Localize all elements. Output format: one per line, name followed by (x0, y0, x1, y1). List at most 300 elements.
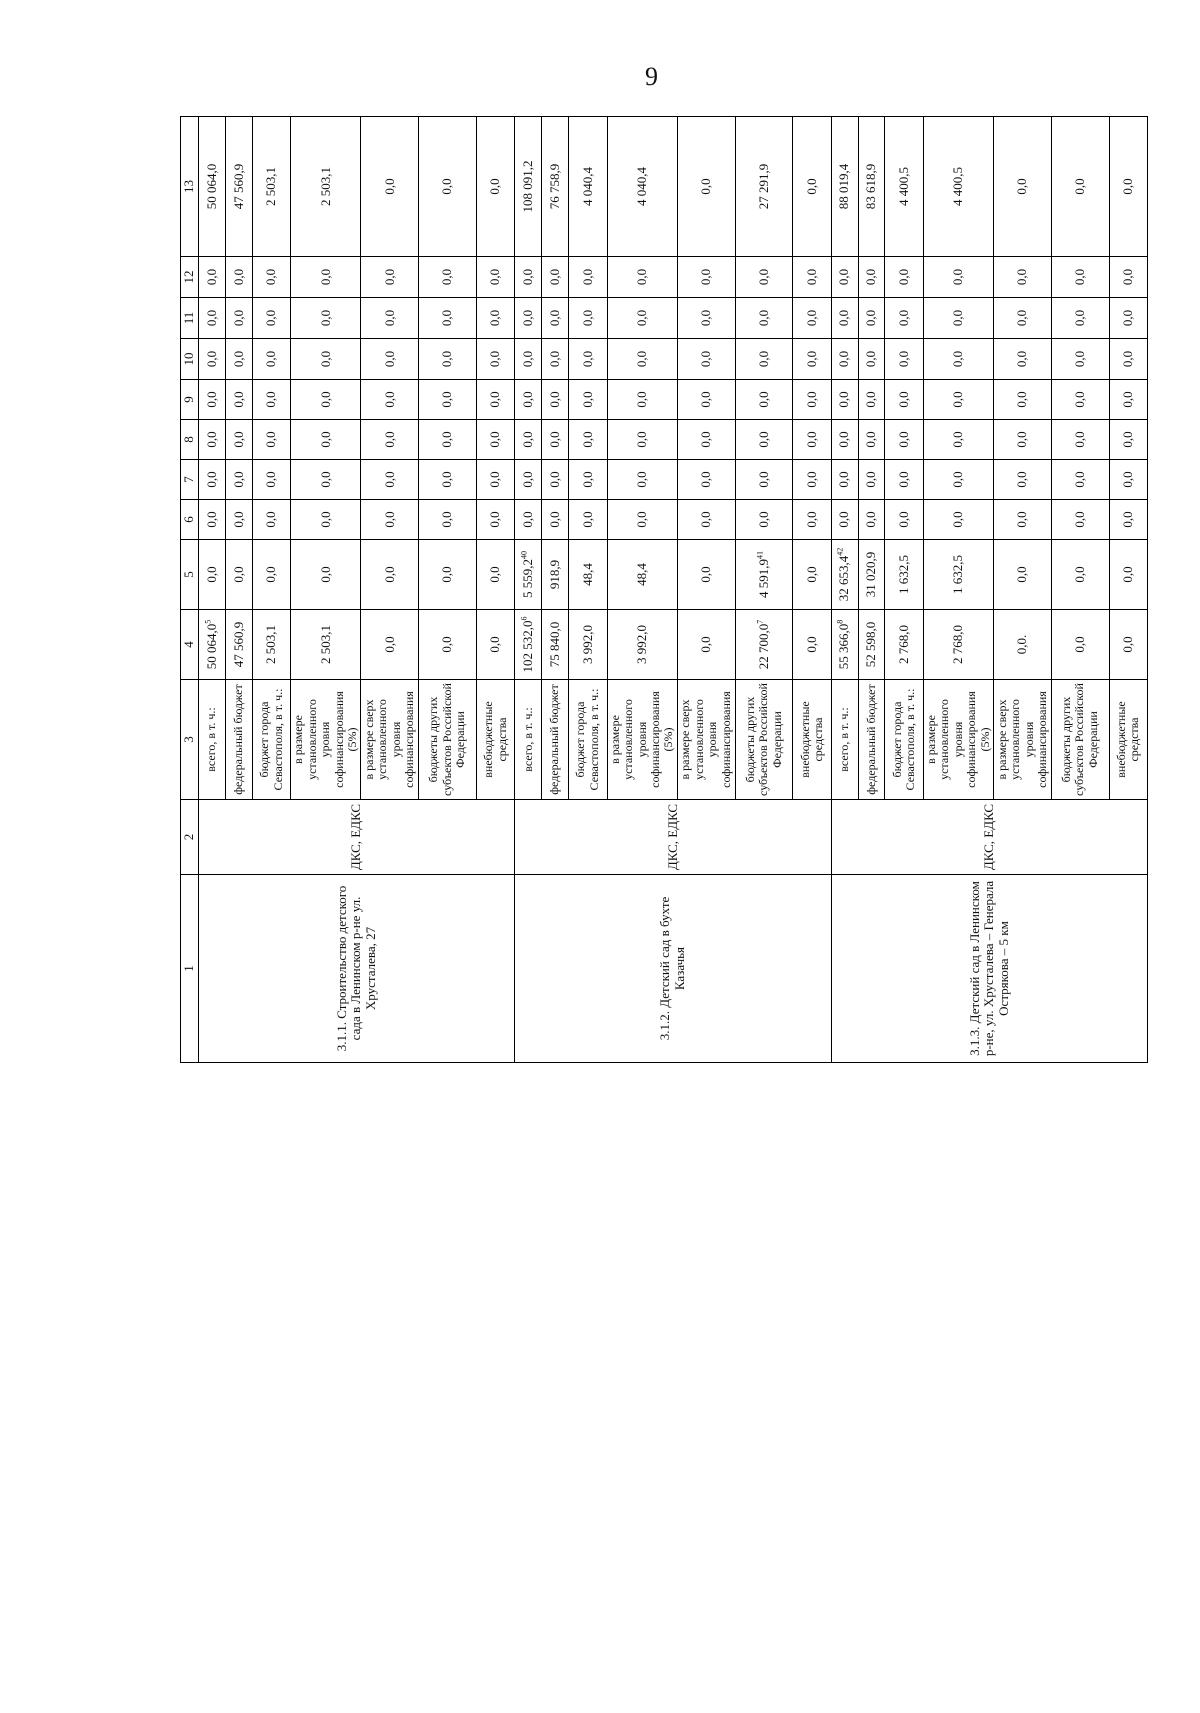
value-col-12: 0,0 (858, 257, 885, 298)
value-col-4 (923, 610, 993, 680)
value-col-7: 0,0 (361, 460, 419, 500)
value-col-12: 0,0 (923, 257, 993, 298)
value-total: 2 503,1 (252, 117, 291, 257)
value-col-11: 0,0 (542, 298, 569, 339)
value: 2 503,1 (317, 625, 333, 664)
value-col-4 (793, 610, 832, 680)
value-col-11: 0,0 (923, 298, 993, 339)
value: 0,0 (439, 636, 455, 653)
value: 102 532,0 (520, 620, 536, 673)
value-col-7: 0,0 (225, 460, 252, 500)
footnote-ref: 6 (519, 616, 529, 621)
value-col-6: 0,0 (858, 500, 885, 540)
value-col-8: 0,0 (476, 420, 515, 460)
value-col-8: 0,0 (793, 420, 832, 460)
value-col-6: 0,0 (735, 500, 793, 540)
value: 0,0 (803, 566, 819, 583)
value-col-11: 0,0 (291, 298, 361, 339)
value-col-8: 0,0 (542, 420, 569, 460)
value-total: 76 758,9 (542, 117, 569, 257)
value-col-11: 0,0 (419, 298, 477, 339)
value: 0,0. (1014, 634, 1030, 655)
funding-source: всего, в т. ч.: (831, 680, 858, 800)
value: 32 653,4 (836, 555, 852, 602)
footnote-ref: 41 (755, 551, 765, 559)
value-col-9: 0,0 (569, 380, 608, 420)
funding-source: в размере установленного уровня софинансирования (5%) (291, 680, 361, 800)
value-col-5 (199, 540, 226, 610)
value: 5 559,2 (520, 559, 536, 598)
value: 47 560,9 (230, 621, 246, 668)
column-number: 7 (181, 460, 199, 500)
budget-table (180, 116, 1148, 1063)
value-col-5 (885, 540, 924, 610)
value-col-5 (476, 540, 515, 610)
value: 4 591,9 (755, 559, 771, 598)
value-col-6: 0,0 (831, 500, 858, 540)
value-col-7: 0,0 (923, 460, 993, 500)
value-col-7: 0,0 (793, 460, 832, 500)
funding-source: федеральный бюджет (542, 680, 569, 800)
footnote-ref: 42 (836, 547, 846, 556)
value-col-10: 0,0 (994, 339, 1052, 380)
value-col-11: 0,0 (831, 298, 858, 339)
value-col-6: 0,0 (1109, 500, 1148, 540)
value: 3 992,0 (579, 625, 595, 664)
column-number: 3 (181, 680, 199, 800)
value-col-11: 0,0 (1109, 298, 1148, 339)
value: 52 598,0 (863, 621, 879, 668)
value-col-12: 0,0 (225, 257, 252, 298)
value-col-12: 0,0 (291, 257, 361, 298)
funding-source: внебюджетные средства (476, 680, 515, 800)
value-col-9: 0,0 (1051, 380, 1109, 420)
value-total: 50 064,0 (199, 117, 226, 257)
value-col-8: 0,0 (735, 420, 793, 460)
value-col-10: 0,0 (569, 339, 608, 380)
value-col-7: 0,0 (252, 460, 291, 500)
column-number: 8 (181, 420, 199, 460)
value-col-10: 0,0 (476, 339, 515, 380)
value-col-10: 0,0 (1109, 339, 1148, 380)
value-col-10: 0,0 (735, 339, 793, 380)
value-col-9: 0,0 (252, 380, 291, 420)
value-col-12: 0,0 (831, 257, 858, 298)
value-col-7: 0,0 (831, 460, 858, 500)
table-row (831, 117, 858, 1063)
value-col-5 (569, 540, 608, 610)
value-col-5 (225, 540, 252, 610)
value-col-8: 0,0 (607, 420, 677, 460)
value-col-5 (923, 540, 993, 610)
value: 2 503,1 (263, 625, 279, 664)
executor: ДКС, ЕДКС (515, 800, 831, 875)
value-col-4 (858, 610, 885, 680)
funding-source: федеральный бюджет (225, 680, 252, 800)
funding-source: в размере сверх установленного уровня софинансирования (994, 680, 1052, 800)
value: 31 020,9 (863, 551, 879, 598)
value-col-9: 0,0 (515, 380, 542, 420)
value-col-11: 0,0 (735, 298, 793, 339)
value: 0,0 (697, 566, 713, 583)
value-col-7: 0,0 (994, 460, 1052, 500)
value-col-5 (735, 540, 793, 610)
value: 918,9 (546, 559, 562, 590)
value: 48,4 (579, 563, 595, 586)
value-col-10: 0,0 (361, 339, 419, 380)
value-col-5 (1109, 540, 1148, 610)
value-col-5 (419, 540, 477, 610)
value-col-9: 0,0 (923, 380, 993, 420)
value: 0,0 (381, 566, 397, 583)
value-total: 2 503,1 (291, 117, 361, 257)
value-col-7: 0,0 (677, 460, 735, 500)
value: 0,0 (381, 636, 397, 653)
value-col-10: 0,0 (291, 339, 361, 380)
value-total: 0,0 (793, 117, 832, 257)
value-col-10: 0,0 (419, 339, 477, 380)
value-col-9: 0,0 (542, 380, 569, 420)
value-col-5 (831, 540, 858, 610)
value-col-12: 0,0 (361, 257, 419, 298)
value-col-4 (515, 610, 542, 680)
value-col-5 (793, 540, 832, 610)
value: 0,0 (230, 566, 246, 583)
value-col-10: 0,0 (515, 339, 542, 380)
table-row (199, 117, 226, 1063)
value-col-4 (994, 610, 1052, 680)
value-total: 4 400,5 (923, 117, 993, 257)
value-col-4 (476, 610, 515, 680)
value-col-10: 0,0 (885, 339, 924, 380)
value-col-6: 0,0 (476, 500, 515, 540)
value-col-8: 0,0 (885, 420, 924, 460)
value: 0,0 (1120, 566, 1135, 583)
funding-source: в размере установленного уровня софинансирования (5%) (923, 680, 993, 800)
value-col-5 (1051, 540, 1109, 610)
executor: ДКС, ЕДКС (199, 800, 515, 875)
value-col-7: 0,0 (542, 460, 569, 500)
value-col-6: 0,0 (569, 500, 608, 540)
value: 0,0 (317, 566, 333, 583)
value-col-5 (515, 540, 542, 610)
value-col-9: 0,0 (994, 380, 1052, 420)
value-total: 0,0 (1051, 117, 1109, 257)
value-col-9: 0,0 (291, 380, 361, 420)
value: 22 700,0 (755, 623, 771, 670)
value: 55 366,0 (836, 623, 852, 670)
value-col-5 (677, 540, 735, 610)
footnote-ref: 8 (836, 619, 846, 624)
value-col-12: 0,0 (515, 257, 542, 298)
value-col-12: 0,0 (252, 257, 291, 298)
value-col-12: 0,0 (1051, 257, 1109, 298)
value: 75 840,0 (546, 621, 562, 668)
funding-source: бюджеты других субъектов Российской Федерации (419, 680, 477, 800)
column-number: 5 (181, 540, 199, 610)
value-col-11: 0,0 (1051, 298, 1109, 339)
value-total: 4 040,4 (569, 117, 608, 257)
value-col-6: 0,0 (291, 500, 361, 540)
value-col-7: 0,0 (858, 460, 885, 500)
table-row (515, 117, 542, 1063)
value-total: 108 091,2 (515, 117, 542, 257)
value-total: 0,0 (419, 117, 477, 257)
value-col-10: 0,0 (199, 339, 226, 380)
funding-source: всего, в т. ч.: (199, 680, 226, 800)
value-col-8: 0,0 (515, 420, 542, 460)
value: 0,0 (1120, 636, 1135, 653)
funding-source: в размере сверх установленного уровня софинансирования (361, 680, 419, 800)
value-col-6: 0,0 (542, 500, 569, 540)
value-col-4 (252, 610, 291, 680)
value-col-7: 0,0 (1051, 460, 1109, 500)
value-col-10: 0,0 (225, 339, 252, 380)
value-col-5 (542, 540, 569, 610)
value-col-11: 0,0 (199, 298, 226, 339)
value-col-9: 0,0 (735, 380, 793, 420)
funding-source: бюджеты других субъектов Российской Федерации (735, 680, 793, 800)
executor: ДКС, ЕДКС (831, 800, 1147, 875)
value-col-10: 0,0 (542, 339, 569, 380)
value-col-12: 0,0 (542, 257, 569, 298)
value-col-10: 0,0 (607, 339, 677, 380)
value-col-4 (831, 610, 858, 680)
value-col-8: 0,0 (923, 420, 993, 460)
value: 0,0 (487, 566, 503, 583)
value-col-9: 0,0 (858, 380, 885, 420)
column-number: 11 (181, 298, 199, 339)
value-total: 0,0 (994, 117, 1052, 257)
value-col-7: 0,0 (291, 460, 361, 500)
value-col-7: 0,0 (199, 460, 226, 500)
value-col-5 (291, 540, 361, 610)
value-col-10: 0,0 (858, 339, 885, 380)
value-col-6: 0,0 (419, 500, 477, 540)
value-col-12: 0,0 (476, 257, 515, 298)
value-col-5 (252, 540, 291, 610)
value: 48,4 (633, 563, 649, 586)
value-col-10: 0,0 (923, 339, 993, 380)
funding-source: всего, в т. ч.: (515, 680, 542, 800)
value-col-7: 0,0 (607, 460, 677, 500)
value-col-11: 0,0 (225, 298, 252, 339)
value-col-12: 0,0 (199, 257, 226, 298)
value-col-12: 0,0 (569, 257, 608, 298)
value: 3 992,0 (633, 625, 649, 664)
value-total: 0,0 (1109, 117, 1148, 257)
value-col-8: 0,0 (994, 420, 1052, 460)
value: 1 632,5 (895, 555, 911, 594)
value-col-9: 0,0 (831, 380, 858, 420)
value-col-11: 0,0 (994, 298, 1052, 339)
value-col-5 (994, 540, 1052, 610)
value-col-4 (542, 610, 569, 680)
value-col-12: 0,0 (885, 257, 924, 298)
value-col-4 (607, 610, 677, 680)
value-col-9: 0,0 (607, 380, 677, 420)
value-total: 0,0 (677, 117, 735, 257)
value-col-6: 0,0 (1051, 500, 1109, 540)
value-col-4 (1109, 610, 1148, 680)
value-col-8: 0,0 (1051, 420, 1109, 460)
value: 0,0 (203, 566, 219, 583)
value-col-12: 0,0 (994, 257, 1052, 298)
funding-source: внебюджетные средства (1109, 680, 1148, 800)
value-col-6: 0,0 (199, 500, 226, 540)
column-number: 6 (181, 500, 199, 540)
value-col-5 (361, 540, 419, 610)
value-col-12: 0,0 (735, 257, 793, 298)
budget-table-body (181, 117, 1148, 1063)
column-number: 13 (181, 117, 199, 257)
object-name: 3.1.2. Детский сад в бухте Казачья (515, 875, 831, 1063)
value: 50 064,0 (203, 623, 219, 670)
value-col-7: 0,0 (885, 460, 924, 500)
value-col-9: 0,0 (793, 380, 832, 420)
value-col-4 (735, 610, 793, 680)
value-col-4 (225, 610, 252, 680)
value-col-6: 0,0 (923, 500, 993, 540)
value-col-4 (199, 610, 226, 680)
value-col-8: 0,0 (677, 420, 735, 460)
value-col-7: 0,0 (735, 460, 793, 500)
object-name: 3.1.3. Детский сад в Ленинском р-не, ул. Хрусталева – Генерала Острякова – 5 км (831, 875, 1147, 1063)
value-total: 0,0 (476, 117, 515, 257)
footnote-ref: 7 (755, 619, 765, 624)
funding-source: бюджет города Севастополя, в т. ч.: (569, 680, 608, 800)
value-col-12: 0,0 (677, 257, 735, 298)
value-col-8: 0,0 (252, 420, 291, 460)
value-col-9: 0,0 (476, 380, 515, 420)
value-col-8: 0,0 (199, 420, 226, 460)
funding-source: федеральный бюджет (858, 680, 885, 800)
column-number: 10 (181, 339, 199, 380)
value-col-9: 0,0 (225, 380, 252, 420)
value-col-4 (677, 610, 735, 680)
value-col-11: 0,0 (515, 298, 542, 339)
value: 0,0 (1071, 636, 1087, 653)
value-col-4 (1051, 610, 1109, 680)
value-col-9: 0,0 (361, 380, 419, 420)
column-number: 9 (181, 380, 199, 420)
value: 2 768,0 (950, 625, 966, 664)
value: 0,0 (263, 566, 279, 583)
column-number: 12 (181, 257, 199, 298)
value-col-11: 0,0 (569, 298, 608, 339)
value-col-4 (419, 610, 477, 680)
footnote-ref: 40 (519, 551, 529, 559)
page-number: 9 (645, 62, 658, 91)
value: 0,0 (803, 636, 819, 653)
column-number: 1 (181, 875, 199, 1063)
value-col-6: 0,0 (225, 500, 252, 540)
value-col-10: 0,0 (793, 339, 832, 380)
rotated-table-container (180, 117, 1142, 1063)
value-col-10: 0,0 (252, 339, 291, 380)
value-col-6: 0,0 (677, 500, 735, 540)
value-col-11: 0,0 (677, 298, 735, 339)
value-col-9: 0,0 (885, 380, 924, 420)
funding-source: внебюджетные средства (793, 680, 832, 800)
funding-source: бюджеты других субъектов Российской Федерации (1051, 680, 1109, 800)
value-col-6: 0,0 (885, 500, 924, 540)
value-col-8: 0,0 (858, 420, 885, 460)
value-total: 4 400,5 (885, 117, 924, 257)
value-col-12: 0,0 (1109, 257, 1148, 298)
column-number: 2 (181, 800, 199, 875)
value-col-6: 0,0 (361, 500, 419, 540)
value-col-5 (607, 540, 677, 610)
value-col-8: 0,0 (361, 420, 419, 460)
value-total: 47 560,9 (225, 117, 252, 257)
value-col-6: 0,0 (793, 500, 832, 540)
value-col-8: 0,0 (569, 420, 608, 460)
value-col-11: 0,0 (885, 298, 924, 339)
value-col-6: 0,0 (607, 500, 677, 540)
funding-source: в размере установленного уровня софинансирования (5%) (607, 680, 677, 800)
value-col-11: 0,0 (476, 298, 515, 339)
value-col-8: 0,0 (225, 420, 252, 460)
value: 0,0 (487, 636, 503, 653)
column-number-row (181, 117, 199, 1063)
value-total: 83 618,9 (858, 117, 885, 257)
value-col-8: 0,0 (291, 420, 361, 460)
value-col-7: 0,0 (569, 460, 608, 500)
value-total: 27 291,9 (735, 117, 793, 257)
value-col-6: 0,0 (252, 500, 291, 540)
value-col-7: 0,0 (476, 460, 515, 500)
value-col-10: 0,0 (1051, 339, 1109, 380)
value-col-4 (885, 610, 924, 680)
footnote-ref: 5 (203, 619, 213, 624)
value-col-11: 0,0 (252, 298, 291, 339)
value: 0,0 (1071, 566, 1087, 583)
value-col-8: 0,0 (419, 420, 477, 460)
value: 1 632,5 (950, 555, 966, 594)
value-col-6: 0,0 (994, 500, 1052, 540)
value-col-7: 0,0 (419, 460, 477, 500)
value-col-8: 0,0 (1109, 420, 1148, 460)
value-col-10: 0,0 (677, 339, 735, 380)
value-col-4 (291, 610, 361, 680)
value-col-11: 0,0 (793, 298, 832, 339)
value-col-12: 0,0 (793, 257, 832, 298)
value: 2 768,0 (895, 625, 911, 664)
value-col-4 (569, 610, 608, 680)
value-col-5 (858, 540, 885, 610)
value-col-12: 0,0 (419, 257, 477, 298)
value-col-9: 0,0 (1109, 380, 1148, 420)
value-col-6: 0,0 (515, 500, 542, 540)
value-col-7: 0,0 (515, 460, 542, 500)
value-col-11: 0,0 (361, 298, 419, 339)
column-number: 4 (181, 610, 199, 680)
value-col-11: 0,0 (607, 298, 677, 339)
value: 0,0 (1014, 566, 1030, 583)
value-total: 4 040,4 (607, 117, 677, 257)
object-name: 3.1.1. Строительство детского сада в Ленинском р-не ул. Хрусталева, 27 (199, 875, 515, 1063)
value-col-8: 0,0 (831, 420, 858, 460)
value-col-12: 0,0 (607, 257, 677, 298)
funding-source: в размере сверх установленного уровня софинансирования (677, 680, 735, 800)
value-total: 0,0 (361, 117, 419, 257)
value-col-9: 0,0 (199, 380, 226, 420)
value-total: 88 019,4 (831, 117, 858, 257)
value-col-4 (361, 610, 419, 680)
value-col-9: 0,0 (677, 380, 735, 420)
value-col-9: 0,0 (419, 380, 477, 420)
